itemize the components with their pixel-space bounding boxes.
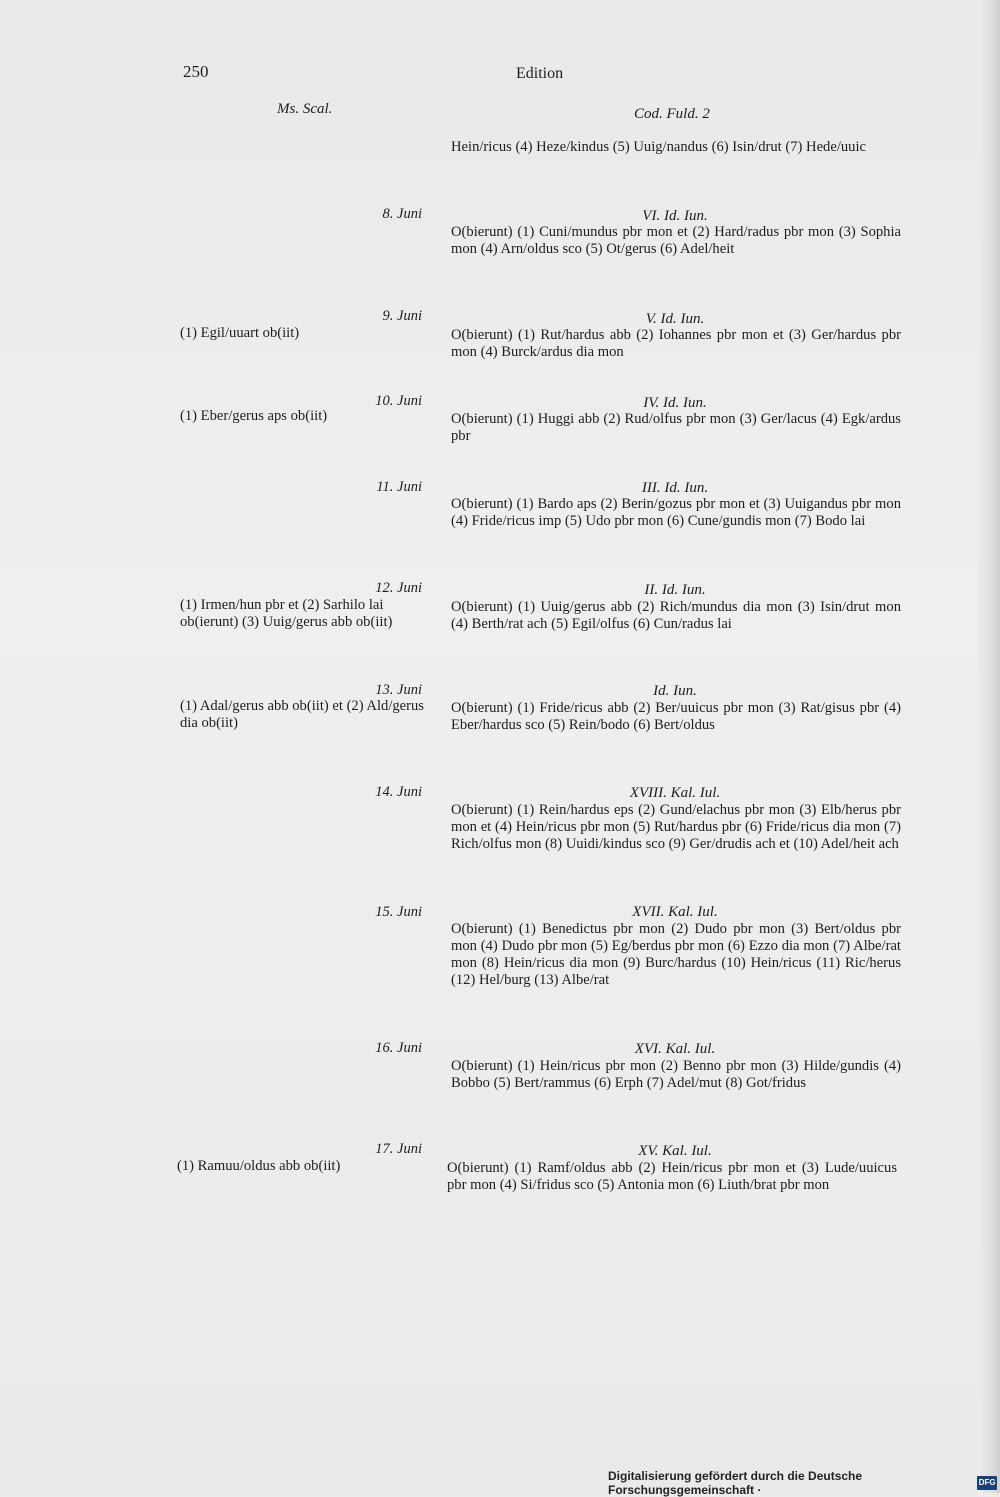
- dfg-logo-icon: DFG: [977, 1476, 997, 1490]
- entry-date: 14. Juni: [375, 784, 422, 800]
- column-title-right: Cod. Fuld. 2: [634, 106, 710, 122]
- entry-left-text: (1) Egil/uuart ob(iit): [180, 325, 300, 341]
- entry-date: 11. Juni: [376, 479, 422, 495]
- entry-latin-date: II. Id. Iun.: [644, 582, 706, 598]
- entry-date: 17. Juni: [375, 1141, 422, 1157]
- running-head: Edition: [516, 65, 564, 82]
- entry-date: 8. Juni: [382, 206, 422, 222]
- footer-attribution: [608, 1469, 1000, 1497]
- page-number: 250: [183, 62, 209, 81]
- entry-right-text: O(bierunt) (1) Fride/ricus abb (2) Ber/uuicus pbr mon (3) Rat/gisus pbr (4) Eber/hardus sco (5) Rein/bodo (6) Bert/oldus: [451, 700, 901, 733]
- entry-left-text: (1) Eber/gerus aps ob(iit): [180, 408, 328, 424]
- entry-left-text: (1) Irmen/hun pbr et (2) Sarhilo lai ob(ierunt) (3) Uuig/gerus abb ob(iit): [180, 597, 393, 630]
- entry-right-text: O(bierunt) (1) Rut/hardus abb (2) Iohannes pbr mon et (3) Ger/hardus pbr mon (4) Burck/ardus dia mon: [451, 327, 901, 360]
- entry-date: 15. Juni: [375, 904, 422, 920]
- entry-right-text: O(bierunt) (1) Benedictus pbr mon (2) Dudo pbr mon (3) Bert/oldus pbr mon (4) Dudo pbr mon (5) Eg/berdus pbr mon (6) Ezzo dia mon (7) Albe/rat mon (8) Hein/ricus dia mon (9) Burc/hardus (10) Hein/ricus (11) Ric/herus (12) Hel/burg (13) Albe/rat: [451, 921, 901, 988]
- entry-latin-date: III. Id. Iun.: [641, 480, 709, 496]
- entry-right-text: O(bierunt) (1) Bardo aps (2) Berin/gozus pbr mon et (3) Uuigandus pbr mon (4) Fride/ricus imp (5) Udo pbr mon (6) Cune/gundis mon (7) Bodo lai: [451, 496, 901, 529]
- entry-latin-date: VI. Id. Iun.: [642, 208, 708, 224]
- entry-date: 10. Juni: [375, 393, 422, 409]
- entry-right-text: O(bierunt) (1) Hein/ricus pbr mon (2) Benno pbr mon (3) Hilde/gundis (4) Bobbo (5) Bert/rammus (6) Erph (7) Adel/mut (8) Got/fridus: [451, 1058, 901, 1091]
- entry-date: 12. Juni: [375, 580, 422, 596]
- column-title-left: Ms. Scal.: [277, 101, 333, 117]
- page-edge-shadow: [978, 0, 1000, 1493]
- entry-date: 13. Juni: [375, 682, 422, 698]
- entry-latin-date: XVIII. Kal. Iul.: [629, 785, 721, 801]
- footer-text: Digitalisierung gefördert durch die Deutsche Forschungsgemeinschaft ·: [608, 1469, 863, 1497]
- entry-left-text: (1) Ramuu/oldus abb ob(iit): [177, 1158, 341, 1174]
- entry-latin-date: XV. Kal. Iul.: [638, 1143, 712, 1159]
- entry-right-text: O(bierunt) (1) Ramf/oldus abb (2) Hein/ricus pbr mon et (3) Lude/uuicus pbr mon (4) Si/fridus sco (5) Antonia mon (6) Liuth/brat pbr mon: [447, 1160, 897, 1193]
- entry-right-text: O(bierunt) (1) Uuig/gerus abb (2) Rich/mundus dia mon (3) Isin/drut mon (4) Berth/rat ach (5) Egil/olfus (6) Cun/radus lai: [451, 599, 901, 632]
- entry-right-text: O(bierunt) (1) Huggi abb (2) Rud/olfus pbr mon (3) Ger/lacus (4) Egk/ardus pbr: [451, 411, 901, 444]
- continuation-text: Hein/ricus (4) Heze/kindus (5) Uuig/nandus (6) Isin/drut (7) Hede/uuic: [451, 139, 867, 155]
- entry-date: 16. Juni: [375, 1040, 422, 1056]
- entry-latin-date: V. Id. Iun.: [645, 311, 705, 327]
- entry-latin-date: Id. Iun.: [653, 683, 697, 699]
- entry-left-text: (1) Adal/gerus abb ob(iit) et (2) Ald/gerus dia ob(iit): [180, 698, 424, 731]
- entry-date: 9. Juni: [382, 308, 422, 324]
- entry-latin-date: IV. Id. Iun.: [643, 395, 707, 411]
- entry-right-text: O(bierunt) (1) Cuni/mundus pbr mon et (2) Hard/radus pbr mon (3) Sophia mon (4) Arn/oldus sco (5) Ot/gerus (6) Adel/heit: [451, 224, 901, 257]
- entry-latin-date: XVII. Kal. Iul.: [632, 904, 718, 920]
- entry-latin-date: XVI. Kal. Iul.: [634, 1041, 716, 1057]
- entry-right-text: O(bierunt) (1) Rein/hardus eps (2) Gund/elachus pbr mon (3) Elb/herus pbr mon et (4) Hein/ricus pbr mon (5) Rut/hardus pbr (6) Fride/ricus dia mon (7) Rich/olfus mon (8) Uuidi/kindus sco (9) Ger/drudis ach et (10) Adel/heit ach: [451, 802, 901, 852]
